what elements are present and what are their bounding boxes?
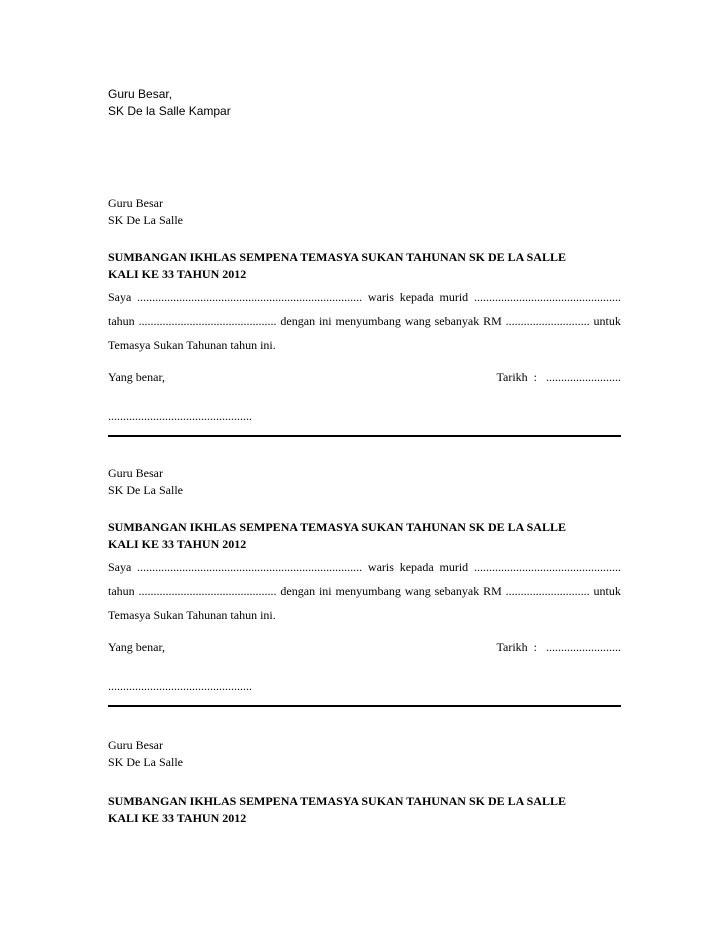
label-wang: wang xyxy=(404,314,431,328)
label-tahun: tahun xyxy=(108,584,135,598)
label-menyumbang: menyumbang xyxy=(335,584,401,598)
date-field xyxy=(497,639,621,656)
recipient-line-1: Guru Besar xyxy=(108,196,163,210)
blank-amount: ............................ xyxy=(505,584,590,598)
blank-student: ................................................. xyxy=(473,560,621,574)
label-kepada: kepada xyxy=(399,290,434,304)
title-line-1: SUMBANGAN IKHLAS SEMPENA TEMASYA SUKAN TAHUNAN SK DE LA SALLE xyxy=(108,794,566,808)
blank-date: ......................... xyxy=(546,370,621,384)
recipient-line-1: Guru Besar xyxy=(108,466,163,480)
form-line-3: Temasya Sukan Tahunan tahun ini. xyxy=(108,608,276,622)
label-murid: murid xyxy=(439,290,469,304)
label-ini: ini xyxy=(318,314,332,328)
donation-slip xyxy=(108,737,621,837)
form-line-tahun xyxy=(108,313,621,330)
label-rm: RM xyxy=(483,314,502,328)
form-line-3: Temasya Sukan Tahunan tahun ini. xyxy=(108,338,276,352)
blank-year: .............................................. xyxy=(138,314,277,328)
label-tarikh: Tarikh : xyxy=(496,640,537,654)
label-tahun: tahun xyxy=(108,314,135,328)
form-line-tahun xyxy=(108,583,621,600)
label-kepada: kepada xyxy=(399,560,434,574)
label-waris: waris xyxy=(367,560,394,574)
label-tarikh: Tarikh : xyxy=(496,370,537,384)
blank-signature: ................................................ xyxy=(108,679,252,693)
cut-line-divider xyxy=(108,705,621,707)
recipient-line-2: SK De La Salle xyxy=(108,483,183,497)
label-dengan: dengan xyxy=(280,314,316,328)
blank-name: ........................................................................... xyxy=(137,290,363,304)
form-line-saya xyxy=(108,559,621,576)
label-untuk: untuk xyxy=(593,314,621,328)
donation-slip xyxy=(108,465,621,715)
slip-title xyxy=(108,519,566,553)
label-menyumbang: menyumbang xyxy=(335,314,401,328)
label-waris: waris xyxy=(367,290,394,304)
label-murid: murid xyxy=(439,560,469,574)
slip-title xyxy=(108,793,566,827)
blank-amount: ............................ xyxy=(505,314,590,328)
title-line-2: KALI KE 33 TAHUN 2012 xyxy=(108,811,247,825)
title-line-1: SUMBANGAN IKHLAS SEMPENA TEMASYA SUKAN TAHUNAN SK DE LA SALLE xyxy=(108,520,566,534)
label-sebanyak: sebanyak xyxy=(434,314,480,328)
title-line-2: KALI KE 33 TAHUN 2012 xyxy=(108,267,247,281)
label-saya: Saya xyxy=(108,290,132,304)
slip-title xyxy=(108,249,566,283)
label-wang: wang xyxy=(404,584,431,598)
header-line-2: SK De la Salle Kampar xyxy=(108,104,231,118)
label-yang-benar: Yang benar, xyxy=(108,370,165,384)
form-line-saya xyxy=(108,289,621,306)
header-address xyxy=(108,86,231,120)
title-line-1: SUMBANGAN IKHLAS SEMPENA TEMASYA SUKAN TAHUNAN SK DE LA SALLE xyxy=(108,250,566,264)
blank-year: .............................................. xyxy=(138,584,277,598)
label-sebanyak: sebanyak xyxy=(434,584,480,598)
label-saya: Saya xyxy=(108,560,132,574)
blank-date: ......................... xyxy=(546,640,621,654)
recipient-line-2: SK De La Salle xyxy=(108,755,183,769)
donation-slip xyxy=(108,195,621,445)
label-untuk: untuk xyxy=(593,584,621,598)
slip-recipient xyxy=(108,465,183,499)
slip-recipient xyxy=(108,195,183,229)
blank-student: ................................................. xyxy=(473,290,621,304)
closing-line xyxy=(108,639,621,656)
blank-signature: ................................................ xyxy=(108,409,252,423)
title-line-2: KALI KE 33 TAHUN 2012 xyxy=(108,537,247,551)
blank-name: ........................................................................... xyxy=(137,560,363,574)
date-field xyxy=(497,369,621,386)
closing-line xyxy=(108,369,621,386)
label-dengan: dengan xyxy=(280,584,316,598)
cut-line-divider xyxy=(108,435,621,437)
label-rm: RM xyxy=(483,584,502,598)
recipient-line-1: Guru Besar xyxy=(108,738,163,752)
slip-recipient xyxy=(108,737,183,771)
recipient-line-2: SK De La Salle xyxy=(108,213,183,227)
header-line-1: Guru Besar, xyxy=(108,87,173,101)
label-yang-benar: Yang benar, xyxy=(108,640,165,654)
label-ini: ini xyxy=(318,584,332,598)
